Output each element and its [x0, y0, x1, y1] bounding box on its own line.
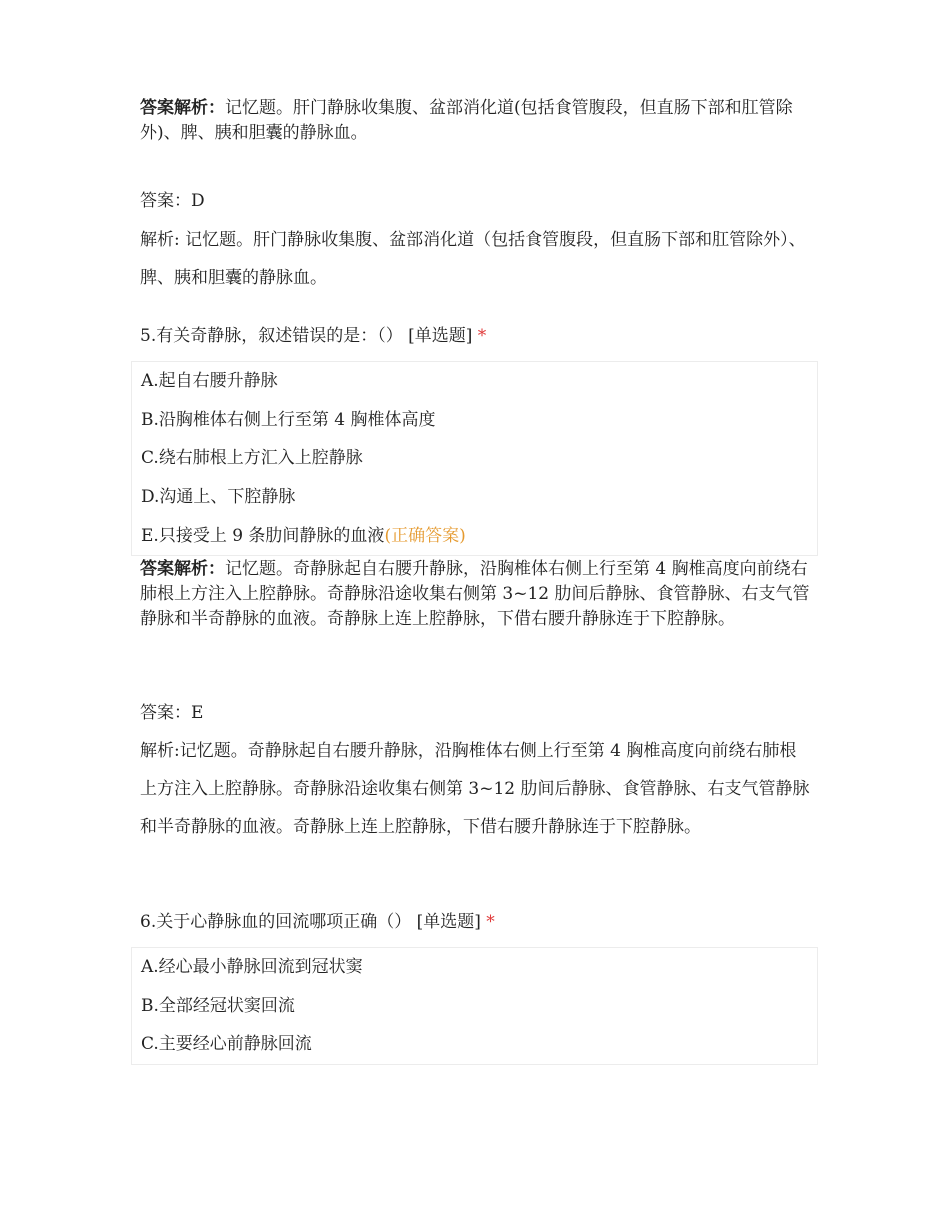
q5-analysis — [140, 557, 810, 632]
q6-option-c[interactable]: C.主要经心前静脉回流 — [141, 1034, 312, 1055]
q4-explanation: 解析: 记忆题。肝门静脉收集腹、盆部消化道（包括食管腹段，但直肠下部和肛管除外）、脾、胰和胆囊的静脉血。 — [140, 230, 806, 288]
q4-analysis-label: 答案解析： — [140, 98, 225, 118]
q6-option-a[interactable]: A.经心最小静脉回流到冠状窦 — [141, 957, 363, 977]
q5-analysis-label: 答案解析： — [140, 559, 225, 579]
q6-title-text: 6.关于心静脉血的回流哪项正确（） [单选题] — [140, 912, 481, 932]
q5-option-e-text: E.只接受上 9 条肋间静脉的血液 — [141, 525, 385, 546]
q4-analysis — [140, 96, 810, 146]
q5-option-e[interactable] — [132, 517, 817, 556]
q5-title-text: 5.有关奇静脉，叙述错误的是：（） [单选题] — [140, 326, 473, 346]
q5-options — [131, 361, 818, 556]
q5-option-a[interactable]: A.起自右腰升静脉 — [141, 371, 278, 391]
q5-required-mark: * — [477, 326, 487, 346]
q6-title — [140, 911, 495, 933]
q5-option-b[interactable]: B.沿胸椎体右侧上行至第 4 胸椎体高度 — [141, 409, 436, 430]
q6-required-mark: * — [486, 912, 495, 932]
q4-answer: 答案：D — [140, 191, 205, 211]
q5-answer: 答案：E — [140, 703, 204, 723]
q6-option-b[interactable]: B.全部经冠状窦回流 — [141, 995, 295, 1016]
q4-analysis-text: 记忆题。肝门静脉收集腹、盆部消化道(包括食管腹段，但直肠下部和肛管除外)、脾、胰和胆囊的静脉血。 — [140, 98, 793, 143]
q5-option-d[interactable]: D.沟通上、下腔静脉 — [141, 487, 296, 508]
q5-explanation: 解析:记忆题。奇静脉起自右腰升静脉，沿胸椎体右侧上行至第 4 胸椎高度向前绕右肺根上方注入上腔静脉。奇静脉沿途收集右侧第 3~12 肋间后静脉、食管静脉、右支气管静脉和半奇静脉的血液。奇静脉上连上腔静脉，下借右腰升静脉连于下腔静脉。 — [140, 741, 810, 837]
q5-analysis-text: 记忆题。奇静脉起自右腰升静脉，沿胸椎体右侧上行至第 4 胸椎高度向前绕右肺根上方注入上腔静脉。奇静脉沿途收集右侧第 3~12 肋间后静脉、食管静脉、右支气管静脉和半奇静脉的血液。奇静脉上连上腔静脉，下借右腰升静脉连于下腔静脉。 — [140, 559, 810, 629]
q5-correct-mark: (正确答案) — [384, 525, 466, 546]
q5-option-c[interactable]: C.绕右肺根上方汇入上腔静脉 — [141, 448, 363, 469]
q6-options — [131, 947, 818, 1065]
q5-title — [140, 325, 486, 347]
